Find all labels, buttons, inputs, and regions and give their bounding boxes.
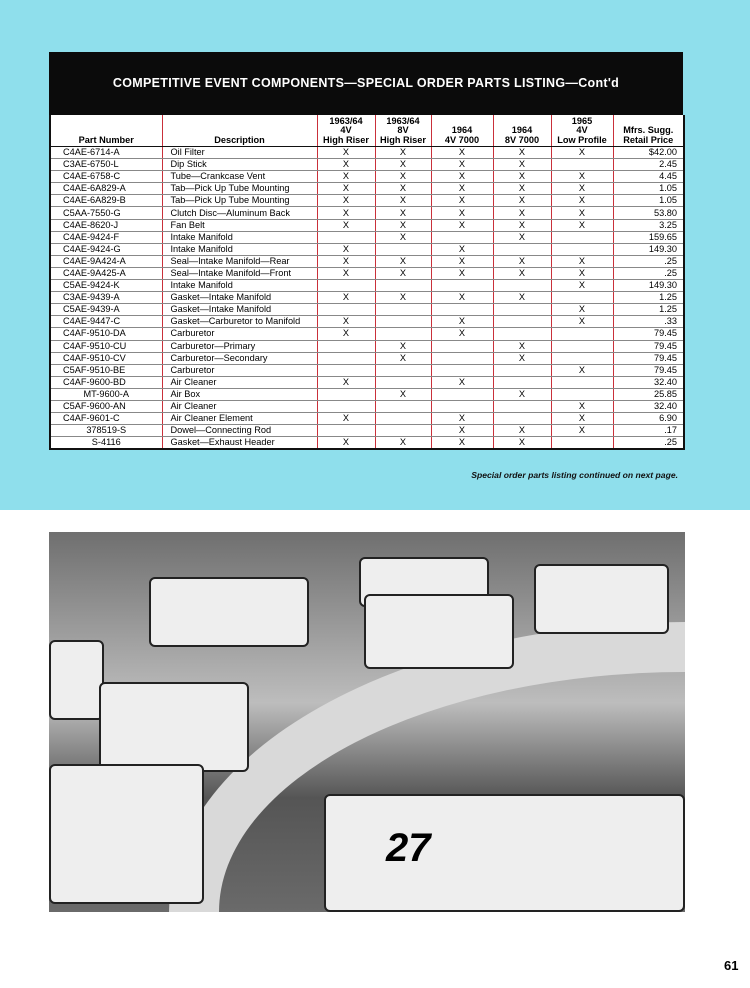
race-car — [364, 594, 514, 669]
fit-1965-4v-low-profile: X — [551, 195, 613, 207]
fit-1963-64-8v — [375, 376, 431, 388]
table-row — [50, 388, 684, 400]
description: Gasket—Intake Manifold — [162, 292, 317, 304]
fit-1963-64-8v: X — [375, 255, 431, 267]
table-row — [50, 292, 684, 304]
table-row — [50, 207, 684, 219]
column-header-line: 8V 7000 — [504, 134, 540, 145]
retail-price: 149.30 — [613, 243, 684, 255]
part-number: C4AE-6714-A — [50, 147, 162, 159]
fit-1965-4v-low-profile: X — [551, 219, 613, 231]
fit-1963-64-8v: X — [375, 195, 431, 207]
table-row — [50, 267, 684, 279]
part-number: C4AF-9510-DA — [50, 328, 162, 340]
retail-price: 1.25 — [613, 304, 684, 316]
fit-1963-64-4v: X — [317, 171, 375, 183]
column-header — [375, 115, 431, 147]
table-row — [50, 364, 684, 376]
fit-1963-64-4v: X — [317, 219, 375, 231]
race-photo — [49, 532, 685, 912]
fit-1965-4v-low-profile — [551, 328, 613, 340]
fit-1964-8v-7000: X — [493, 219, 551, 231]
fit-1964-4v-7000 — [431, 340, 493, 352]
column-header-line: 1965 — [571, 115, 593, 126]
part-number: C5AF-9510-BE — [50, 364, 162, 376]
fit-1963-64-4v: X — [317, 267, 375, 279]
part-number: C5AF-9600-AN — [50, 400, 162, 412]
description: Oil Filter — [162, 147, 317, 159]
fit-1963-64-8v: X — [375, 340, 431, 352]
fit-1963-64-4v — [317, 352, 375, 364]
race-car — [49, 764, 204, 904]
fit-1964-8v-7000: X — [493, 231, 551, 243]
fit-1963-64-4v: X — [317, 147, 375, 159]
fit-1964-4v-7000: X — [431, 437, 493, 450]
fit-1964-4v-7000: X — [431, 267, 493, 279]
fit-1964-8v-7000 — [493, 280, 551, 292]
fit-1963-64-4v: X — [317, 328, 375, 340]
fit-1963-64-8v: X — [375, 147, 431, 159]
page-number: 61 — [724, 958, 739, 973]
description: Dowel—Connecting Rod — [162, 425, 317, 437]
table-row — [50, 304, 684, 316]
race-car-27 — [324, 794, 685, 912]
fit-1964-4v-7000 — [431, 231, 493, 243]
fit-1964-8v-7000 — [493, 376, 551, 388]
fit-1965-4v-low-profile: X — [551, 183, 613, 195]
part-number: C4AF-9601-C — [50, 413, 162, 425]
description: Air Box — [162, 388, 317, 400]
retail-price: 2.45 — [613, 159, 684, 171]
fit-1963-64-4v — [317, 364, 375, 376]
fit-1963-64-8v — [375, 316, 431, 328]
description: Tab—Pick Up Tube Mounting — [162, 183, 317, 195]
description: Clutch Disc—Aluminum Back — [162, 207, 317, 219]
fit-1964-4v-7000: X — [431, 219, 493, 231]
column-header-line: 4V 7000 — [444, 134, 480, 145]
fit-1963-64-4v: X — [317, 292, 375, 304]
retail-price: .25 — [613, 267, 684, 279]
retail-price: 6.90 — [613, 413, 684, 425]
description: Fan Belt — [162, 219, 317, 231]
description: Air Cleaner Element — [162, 413, 317, 425]
race-car — [49, 640, 104, 720]
fit-1965-4v-low-profile: X — [551, 425, 613, 437]
fit-1963-64-8v: X — [375, 207, 431, 219]
column-header — [317, 115, 375, 147]
fit-1963-64-8v: X — [375, 267, 431, 279]
race-car — [149, 577, 309, 647]
table-row — [50, 243, 684, 255]
fit-1964-8v-7000 — [493, 364, 551, 376]
column-header-line: 4V — [576, 125, 588, 135]
fit-1963-64-4v — [317, 280, 375, 292]
fit-1965-4v-low-profile — [551, 340, 613, 352]
fit-1964-4v-7000: X — [431, 425, 493, 437]
part-number: C4AE-6758-C — [50, 171, 162, 183]
column-header — [431, 115, 493, 147]
description: Intake Manifold — [162, 243, 317, 255]
fit-1965-4v-low-profile — [551, 388, 613, 400]
fit-1965-4v-low-profile: X — [551, 400, 613, 412]
fit-1965-4v-low-profile: X — [551, 255, 613, 267]
fit-1963-64-4v: X — [317, 183, 375, 195]
column-header-line: 1963/64 — [386, 115, 420, 126]
fit-1964-8v-7000 — [493, 243, 551, 255]
fit-1964-8v-7000: X — [493, 183, 551, 195]
table-row — [50, 183, 684, 195]
fit-1963-64-8v — [375, 425, 431, 437]
fit-1963-64-8v: X — [375, 171, 431, 183]
description: Carburetor—Primary — [162, 340, 317, 352]
column-header — [493, 115, 551, 147]
fit-1963-64-8v — [375, 243, 431, 255]
description: Gasket—Carburetor to Manifold — [162, 316, 317, 328]
fit-1963-64-8v — [375, 364, 431, 376]
fit-1963-64-8v: X — [375, 292, 431, 304]
fit-1964-8v-7000: X — [493, 255, 551, 267]
race-car — [99, 682, 249, 772]
fit-1964-4v-7000: X — [431, 207, 493, 219]
retail-price: 1.05 — [613, 195, 684, 207]
table-row — [50, 255, 684, 267]
description: Intake Manifold — [162, 231, 317, 243]
fit-1964-8v-7000 — [493, 400, 551, 412]
part-number: C4AE-9424-G — [50, 243, 162, 255]
table-row — [50, 147, 684, 159]
fit-1965-4v-low-profile — [551, 352, 613, 364]
fit-1964-4v-7000: X — [431, 376, 493, 388]
table-title: COMPETITIVE EVENT COMPONENTS—SPECIAL ORDER PARTS LISTING—Cont'd — [112, 76, 620, 90]
fit-1965-4v-low-profile — [551, 231, 613, 243]
part-number: C5AE-9424-K — [50, 280, 162, 292]
retail-price: 32.40 — [613, 400, 684, 412]
column-header — [162, 115, 317, 147]
fit-1964-8v-7000: X — [493, 171, 551, 183]
part-number: C4AF-9510-CV — [50, 352, 162, 364]
part-number: C4AE-9424-F — [50, 231, 162, 243]
part-number: C4AF-9600-BD — [50, 376, 162, 388]
fit-1963-64-4v: X — [317, 207, 375, 219]
retail-price: $42.00 — [613, 147, 684, 159]
fit-1963-64-8v: X — [375, 159, 431, 171]
fit-1963-64-8v — [375, 280, 431, 292]
fit-1965-4v-low-profile: X — [551, 316, 613, 328]
table-row — [50, 425, 684, 437]
table-row — [50, 231, 684, 243]
retail-price: .25 — [613, 437, 684, 450]
column-header-line: High Riser — [323, 134, 369, 145]
fit-1963-64-4v: X — [317, 376, 375, 388]
description: Carburetor — [162, 328, 317, 340]
fit-1965-4v-low-profile: X — [551, 267, 613, 279]
fit-1964-8v-7000: X — [493, 195, 551, 207]
column-header-line: 4V — [340, 125, 352, 135]
table-row — [50, 316, 684, 328]
fit-1963-64-4v — [317, 388, 375, 400]
retail-price: 1.05 — [613, 183, 684, 195]
fit-1963-64-8v: X — [375, 219, 431, 231]
retail-price: .25 — [613, 255, 684, 267]
continued-note: Special order parts listing continued on next page. — [471, 470, 678, 480]
fit-1963-64-4v — [317, 304, 375, 316]
fit-1965-4v-low-profile: X — [551, 280, 613, 292]
fit-1963-64-8v — [375, 413, 431, 425]
description: Seal—Intake Manifold—Front — [162, 267, 317, 279]
retail-price: .17 — [613, 425, 684, 437]
fit-1964-4v-7000: X — [431, 195, 493, 207]
table-row — [50, 328, 684, 340]
retail-price: 25.85 — [613, 388, 684, 400]
table-row — [50, 280, 684, 292]
table-row — [50, 376, 684, 388]
fit-1964-8v-7000 — [493, 328, 551, 340]
retail-price: .33 — [613, 316, 684, 328]
fit-1964-4v-7000 — [431, 364, 493, 376]
fit-1965-4v-low-profile: X — [551, 171, 613, 183]
fit-1963-64-4v: X — [317, 413, 375, 425]
description: Dip Stick — [162, 159, 317, 171]
fit-1964-4v-7000: X — [431, 316, 493, 328]
fit-1964-4v-7000: X — [431, 183, 493, 195]
part-number: C3AE-9439-A — [50, 292, 162, 304]
fit-1964-4v-7000: X — [431, 292, 493, 304]
fit-1963-64-8v: X — [375, 388, 431, 400]
fit-1964-8v-7000: X — [493, 147, 551, 159]
fit-1963-64-4v: X — [317, 195, 375, 207]
description: Carburetor — [162, 364, 317, 376]
part-number: S-4116 — [50, 437, 162, 450]
table-row — [50, 340, 684, 352]
column-header-line: 1964 — [451, 125, 473, 135]
fit-1963-64-4v: X — [317, 159, 375, 171]
fit-1964-4v-7000 — [431, 400, 493, 412]
column-header-line: High Riser — [380, 134, 426, 145]
column-header-line: 8V — [397, 125, 409, 135]
part-number: 378519-S — [50, 425, 162, 437]
description: Tube—Crankcase Vent — [162, 171, 317, 183]
fit-1964-4v-7000 — [431, 388, 493, 400]
fit-1964-4v-7000 — [431, 352, 493, 364]
retail-price: 32.40 — [613, 376, 684, 388]
retail-price: 79.45 — [613, 328, 684, 340]
retail-price: 159.65 — [613, 231, 684, 243]
fit-1964-8v-7000: X — [493, 437, 551, 450]
fit-1963-64-8v: X — [375, 352, 431, 364]
fit-1963-64-4v — [317, 400, 375, 412]
description: Gasket—Exhaust Header — [162, 437, 317, 450]
fit-1964-4v-7000: X — [431, 171, 493, 183]
table-row — [50, 413, 684, 425]
fit-1963-64-8v — [375, 328, 431, 340]
fit-1964-8v-7000: X — [493, 207, 551, 219]
fit-1965-4v-low-profile: X — [551, 413, 613, 425]
column-header-line: Mfrs. Sugg. — [623, 125, 674, 135]
part-number: C4AE-6A829-A — [50, 183, 162, 195]
column-header-line: 1964 — [511, 125, 533, 135]
retail-price: 1.25 — [613, 292, 684, 304]
fit-1964-4v-7000 — [431, 280, 493, 292]
fit-1964-8v-7000: X — [493, 292, 551, 304]
fit-1964-4v-7000: X — [431, 147, 493, 159]
fit-1964-4v-7000: X — [431, 328, 493, 340]
fit-1965-4v-low-profile: X — [551, 304, 613, 316]
column-header-line: 1963/64 — [329, 115, 363, 126]
fit-1964-8v-7000 — [493, 316, 551, 328]
fit-1963-64-4v — [317, 231, 375, 243]
fit-1963-64-4v — [317, 425, 375, 437]
retail-price: 4.45 — [613, 171, 684, 183]
fit-1965-4v-low-profile — [551, 292, 613, 304]
column-header-line: Retail Price — [623, 134, 674, 145]
fit-1964-8v-7000: X — [493, 352, 551, 364]
fit-1965-4v-low-profile — [551, 376, 613, 388]
fit-1964-4v-7000: X — [431, 243, 493, 255]
table-row — [50, 400, 684, 412]
part-number: C4AF-9510-CU — [50, 340, 162, 352]
fit-1964-8v-7000: X — [493, 425, 551, 437]
description: Air Cleaner — [162, 376, 317, 388]
part-number: C4AE-8620-J — [50, 219, 162, 231]
description: Air Cleaner — [162, 400, 317, 412]
part-number: C4AE-9A425-A — [50, 267, 162, 279]
column-header — [551, 115, 613, 147]
fit-1965-4v-low-profile — [551, 243, 613, 255]
fit-1964-8v-7000: X — [493, 267, 551, 279]
column-header — [613, 115, 684, 147]
retail-price: 79.45 — [613, 340, 684, 352]
fit-1964-4v-7000: X — [431, 413, 493, 425]
fit-1964-4v-7000 — [431, 304, 493, 316]
table-row — [50, 352, 684, 364]
fit-1963-64-8v: X — [375, 183, 431, 195]
fit-1964-8v-7000 — [493, 304, 551, 316]
parts-table — [49, 115, 685, 450]
fit-1963-64-4v: X — [317, 243, 375, 255]
race-car — [534, 564, 669, 634]
part-number: C3AE-6750-L — [50, 159, 162, 171]
retail-price: 53.80 — [613, 207, 684, 219]
column-header — [50, 115, 162, 147]
fit-1964-4v-7000: X — [431, 159, 493, 171]
part-number: C4AE-9A424-A — [50, 255, 162, 267]
header-row — [50, 115, 684, 147]
car-number: 27 — [386, 826, 431, 870]
fit-1963-64-8v: X — [375, 437, 431, 450]
table-row — [50, 437, 684, 450]
retail-price: 149.30 — [613, 280, 684, 292]
fit-1965-4v-low-profile: X — [551, 147, 613, 159]
description: Intake Manifold — [162, 280, 317, 292]
fit-1965-4v-low-profile — [551, 159, 613, 171]
column-header-line: Description — [214, 134, 265, 145]
fit-1965-4v-low-profile: X — [551, 364, 613, 376]
part-number: MT-9600-A — [50, 388, 162, 400]
fit-1963-64-8v: X — [375, 231, 431, 243]
fit-1963-64-4v: X — [317, 255, 375, 267]
fit-1963-64-4v — [317, 340, 375, 352]
column-header-line: Part Number — [78, 134, 134, 145]
fit-1964-8v-7000 — [493, 413, 551, 425]
part-number: C4AE-9447-C — [50, 316, 162, 328]
table-row — [50, 171, 684, 183]
column-header-line — [54, 117, 159, 127]
part-number: C5AE-9439-A — [50, 304, 162, 316]
description: Gasket—Intake Manifold — [162, 304, 317, 316]
fit-1964-8v-7000: X — [493, 388, 551, 400]
fit-1964-4v-7000: X — [431, 255, 493, 267]
table-row — [50, 219, 684, 231]
fit-1963-64-8v — [375, 400, 431, 412]
fit-1963-64-4v: X — [317, 437, 375, 450]
table-row — [50, 159, 684, 171]
description: Seal—Intake Manifold—Rear — [162, 255, 317, 267]
retail-price: 79.45 — [613, 364, 684, 376]
fit-1964-8v-7000: X — [493, 159, 551, 171]
fit-1965-4v-low-profile — [551, 437, 613, 450]
table-title-bar — [49, 52, 683, 115]
retail-price: 3.25 — [613, 219, 684, 231]
retail-price: 79.45 — [613, 352, 684, 364]
part-number: C4AE-6A829-B — [50, 195, 162, 207]
part-number: C5AA-7550-G — [50, 207, 162, 219]
column-header-line — [166, 117, 314, 127]
fit-1963-64-8v — [375, 304, 431, 316]
fit-1964-8v-7000: X — [493, 340, 551, 352]
fit-1963-64-4v: X — [317, 316, 375, 328]
column-header-line: Low Profile — [557, 134, 607, 145]
description: Tab—Pick Up Tube Mounting — [162, 195, 317, 207]
fit-1965-4v-low-profile: X — [551, 207, 613, 219]
table-row — [50, 195, 684, 207]
description: Carburetor—Secondary — [162, 352, 317, 364]
